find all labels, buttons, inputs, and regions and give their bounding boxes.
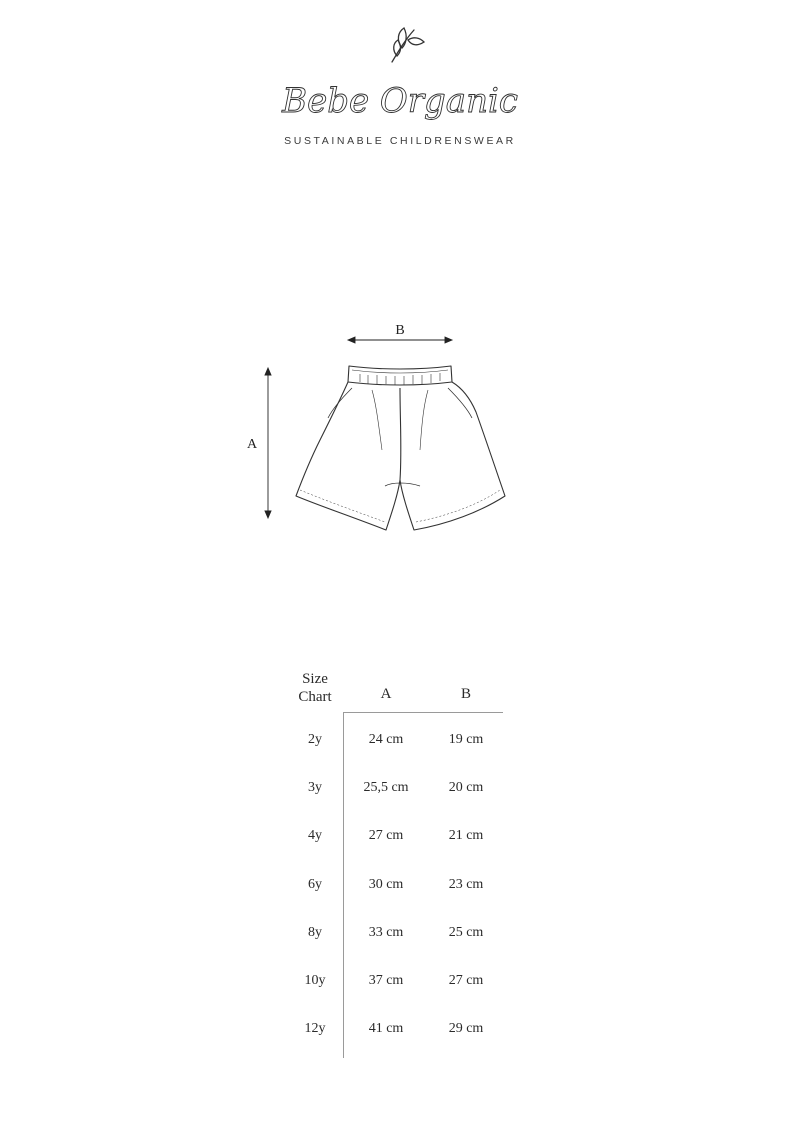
measure-b-cell: 21 cm: [448, 828, 484, 843]
size-cell: 6y: [308, 877, 322, 892]
measure-a-cell: 33 cm: [368, 925, 404, 940]
measure-a-cell: 41 cm: [368, 1021, 404, 1036]
measure-a-cell: 30 cm: [368, 877, 404, 892]
size-cell: 12y: [304, 1021, 326, 1036]
size-cell: 2y: [308, 732, 322, 747]
brand-logo: [0, 0, 800, 160]
measure-b-cell: 23 cm: [448, 877, 484, 892]
measure-a-label: A: [246, 437, 258, 452]
measure-a-cell: 25,5 cm: [363, 780, 409, 795]
measure-b-cell: 19 cm: [448, 732, 484, 747]
measure-b-cell: 20 cm: [448, 780, 484, 795]
measure-a-cell: 24 cm: [368, 732, 404, 747]
measure-a-cell: 37 cm: [368, 973, 404, 988]
measure-b-cell: 29 cm: [448, 1021, 484, 1036]
size-cell: 4y: [308, 828, 322, 843]
table-row: [285, 877, 515, 899]
table-row: [285, 732, 515, 754]
leaf-icon: [392, 28, 424, 62]
table-row: [285, 780, 515, 802]
size-cell: 3y: [308, 780, 322, 795]
measure-a-arrow: [265, 368, 271, 518]
table-row: [285, 973, 515, 995]
size-cell: 8y: [308, 925, 322, 940]
shorts-outline: [296, 366, 505, 530]
header-divider: [343, 712, 503, 713]
shorts-measurement-diagram: [0, 300, 800, 560]
brand-tagline: SUSTAINABLE CHILDRENSWEAR: [284, 135, 516, 147]
table-row: [285, 925, 515, 947]
measure-b-label: B: [395, 323, 405, 338]
brand-name: Bebe Organic: [282, 81, 518, 121]
column-header-a: A: [380, 686, 392, 702]
table-row: [285, 828, 515, 850]
size-cell: 10y: [304, 973, 326, 988]
table-row: [285, 1021, 515, 1043]
size-chart-heading: Size Chart: [298, 671, 332, 705]
measure-a-cell: 27 cm: [368, 828, 404, 843]
column-header-b: B: [460, 686, 471, 702]
measure-b-cell: 27 cm: [448, 973, 484, 988]
shorts-illustration: [0, 300, 800, 560]
measure-b-cell: 25 cm: [448, 925, 484, 940]
